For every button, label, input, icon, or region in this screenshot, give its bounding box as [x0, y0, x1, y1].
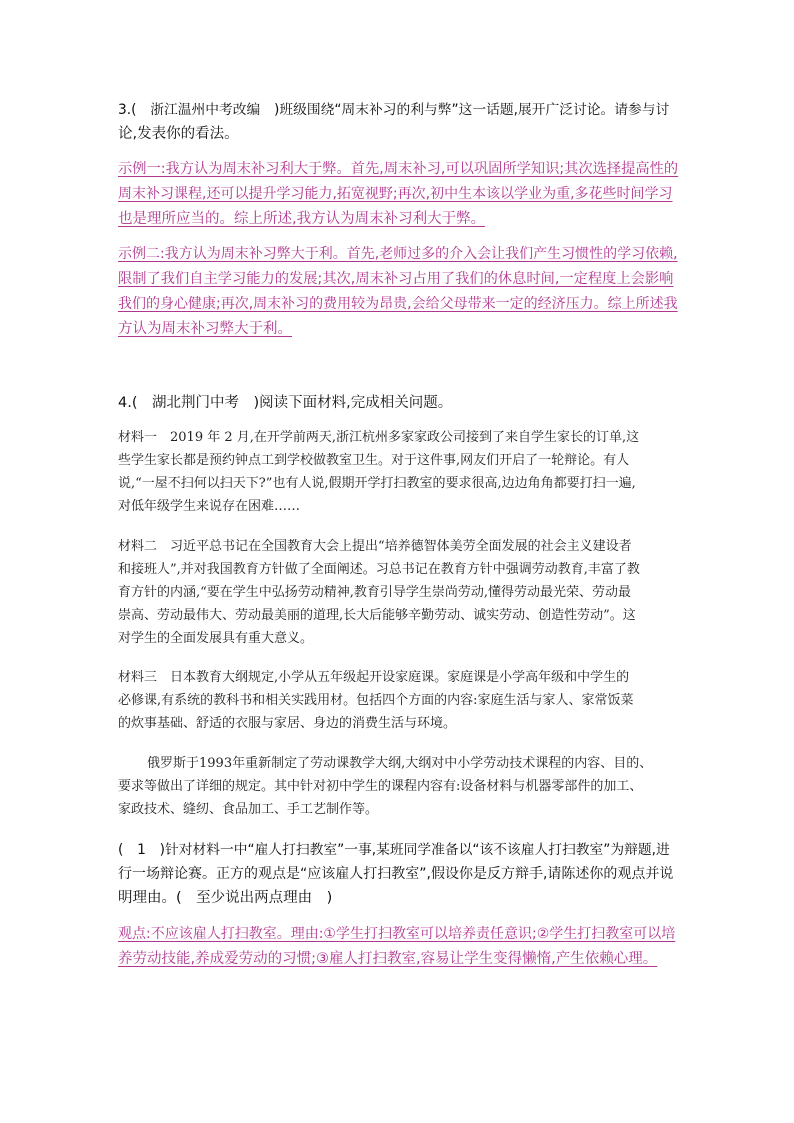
example-1-line: 也是理所应当的。综上所述,我方认为周末补习利大于弊。 [118, 211, 486, 227]
material-2-line: 对学生的全面发展具有重大意义。 [118, 631, 314, 646]
material-1-line: 说,“一屋不扫何以扫天下?”也有人说,假期开学打扫教室的要求很高,边边角角都要打扫一遍, [118, 476, 636, 491]
example-2-line: 限制了我们自主学习能力的发展;其次,周末补习占用了我们的休息时间,一定程度上会影响 [118, 271, 674, 287]
material-2 [118, 535, 678, 650]
question-3-line: 论,发表你的看法。 [118, 126, 239, 142]
answer-4-1-line: 养劳动技能,养成爱劳动的习惯;③雇人打扫教室,容易让学生变得懒惰,产生依赖心理。 [118, 951, 658, 967]
question-3 [118, 98, 678, 146]
example-2-line: 方认为周末补习弊大于利。 [118, 321, 292, 337]
example-answer-2 [118, 242, 678, 342]
material-3b-line: 俄罗斯于1993年重新制定了劳动课教学大纲,大纲对中小学劳动技术课程的内容、目的、 [147, 756, 653, 771]
material-2-line: 育方针的内涵,“要在学生中弘扬劳动精神,教育引导学生崇尚劳动,懂得劳动最光荣、劳动最 [118, 585, 632, 600]
material-3b-line: 要求等做出了详细的规定。其中针对初中学生的课程内容有:设备材料与机器零部件的加工、 [118, 779, 643, 794]
question-4-line: 4.( 湖北荆门中考 )阅读下面材料,完成相关问题。 [118, 395, 453, 411]
question-4-1-line: ( 1 )针对材料一中“雇人打扫教室”一事,某班同学准备以“该不该雇人打扫教室”为辩题,进 [118, 842, 670, 858]
example-1-line: 示例一:我方认为周末补习利大于弊。首先,周末补习,可以巩固所学知识;其次选择提高性的 [118, 161, 679, 177]
example-1-line: 周末补习课程,还可以提升学习能力,拓宽视野;再次,初中生本该以学业为重,多花些时间学习 [118, 186, 673, 202]
question-4-1-line: 明理由。( 至少说出两点理由 ) [118, 890, 333, 906]
example-2-line: 示例二:我方认为周末补习弊大于利。首先,老师过多的介入会让我们产生习惯性的学习依赖, [118, 246, 678, 262]
material-3-line: 必修课,有系统的教科书和相关实践用材。包括四个方面的内容:家庭生活与家人、家常饭菜 [118, 693, 634, 708]
answer-4-1 [118, 922, 678, 972]
question-3-line: 3.( 浙江温州中考改编 )班级围绕“周末补习的利与弊”这一话题,展开广泛讨论。请参与讨 [118, 102, 670, 118]
example-2-line: 我们的身心健康;再次,周末补习的费用较为昂贵,会给父母带来一定的经济压力。综上所述我 [118, 296, 678, 312]
answer-4-1-line: 观点:不应该雇人打扫教室。理由:①学生打扫教室可以培养责任意识;②学生打扫教室可以培 [118, 926, 676, 942]
material-3b-line: 家政技术、缝纫、食品加工、手工艺制作等。 [118, 802, 379, 817]
question-4 [118, 391, 678, 415]
material-3 [118, 666, 678, 735]
question-4-1 [118, 838, 678, 910]
material-3-continued [118, 752, 678, 821]
material-3-line: 材料三 日本教育大纲规定,小学从五年级起开设家庭课。家庭课是小学高年级和中学生的 [118, 670, 630, 685]
material-1 [118, 426, 678, 518]
material-3-line: 的炊事基础、舒适的衣服与家居、身边的消费生活与环境。 [118, 716, 457, 731]
material-2-line: 和接班人”,并对我国教育方针做了全面阐述。习总书记在教育方针中强调劳动教育,丰富了教 [118, 562, 640, 577]
material-1-line: 些学生家长都是预约钟点工到学校做教室卫生。对于这件事,网友们开启了一轮辩论。有人 [118, 453, 630, 468]
question-4-1-line: 行一场辩论赛。正方的观点是“应该雇人打扫教室”,假设你是反方辩手,请陈述你的观点并说 [118, 866, 674, 882]
example-answer-1 [118, 157, 678, 232]
material-1-line: 对低年级学生来说存在困难…… [118, 499, 301, 514]
material-1-line: 材料一 2019 年 2 月,在开学前两天,浙江杭州多家家政公司接到了来自学生家长的订单,这 [118, 430, 640, 445]
material-2-line: 崇高、劳动最伟大、劳动最美丽的道理,长大后能够辛勤劳动、诚实劳动、创造性劳动”。这 [118, 608, 636, 623]
material-2-line: 材料二 习近平总书记在全国教育大会上提出“培养德智体美劳全面发展的社会主义建设者 [118, 539, 632, 554]
